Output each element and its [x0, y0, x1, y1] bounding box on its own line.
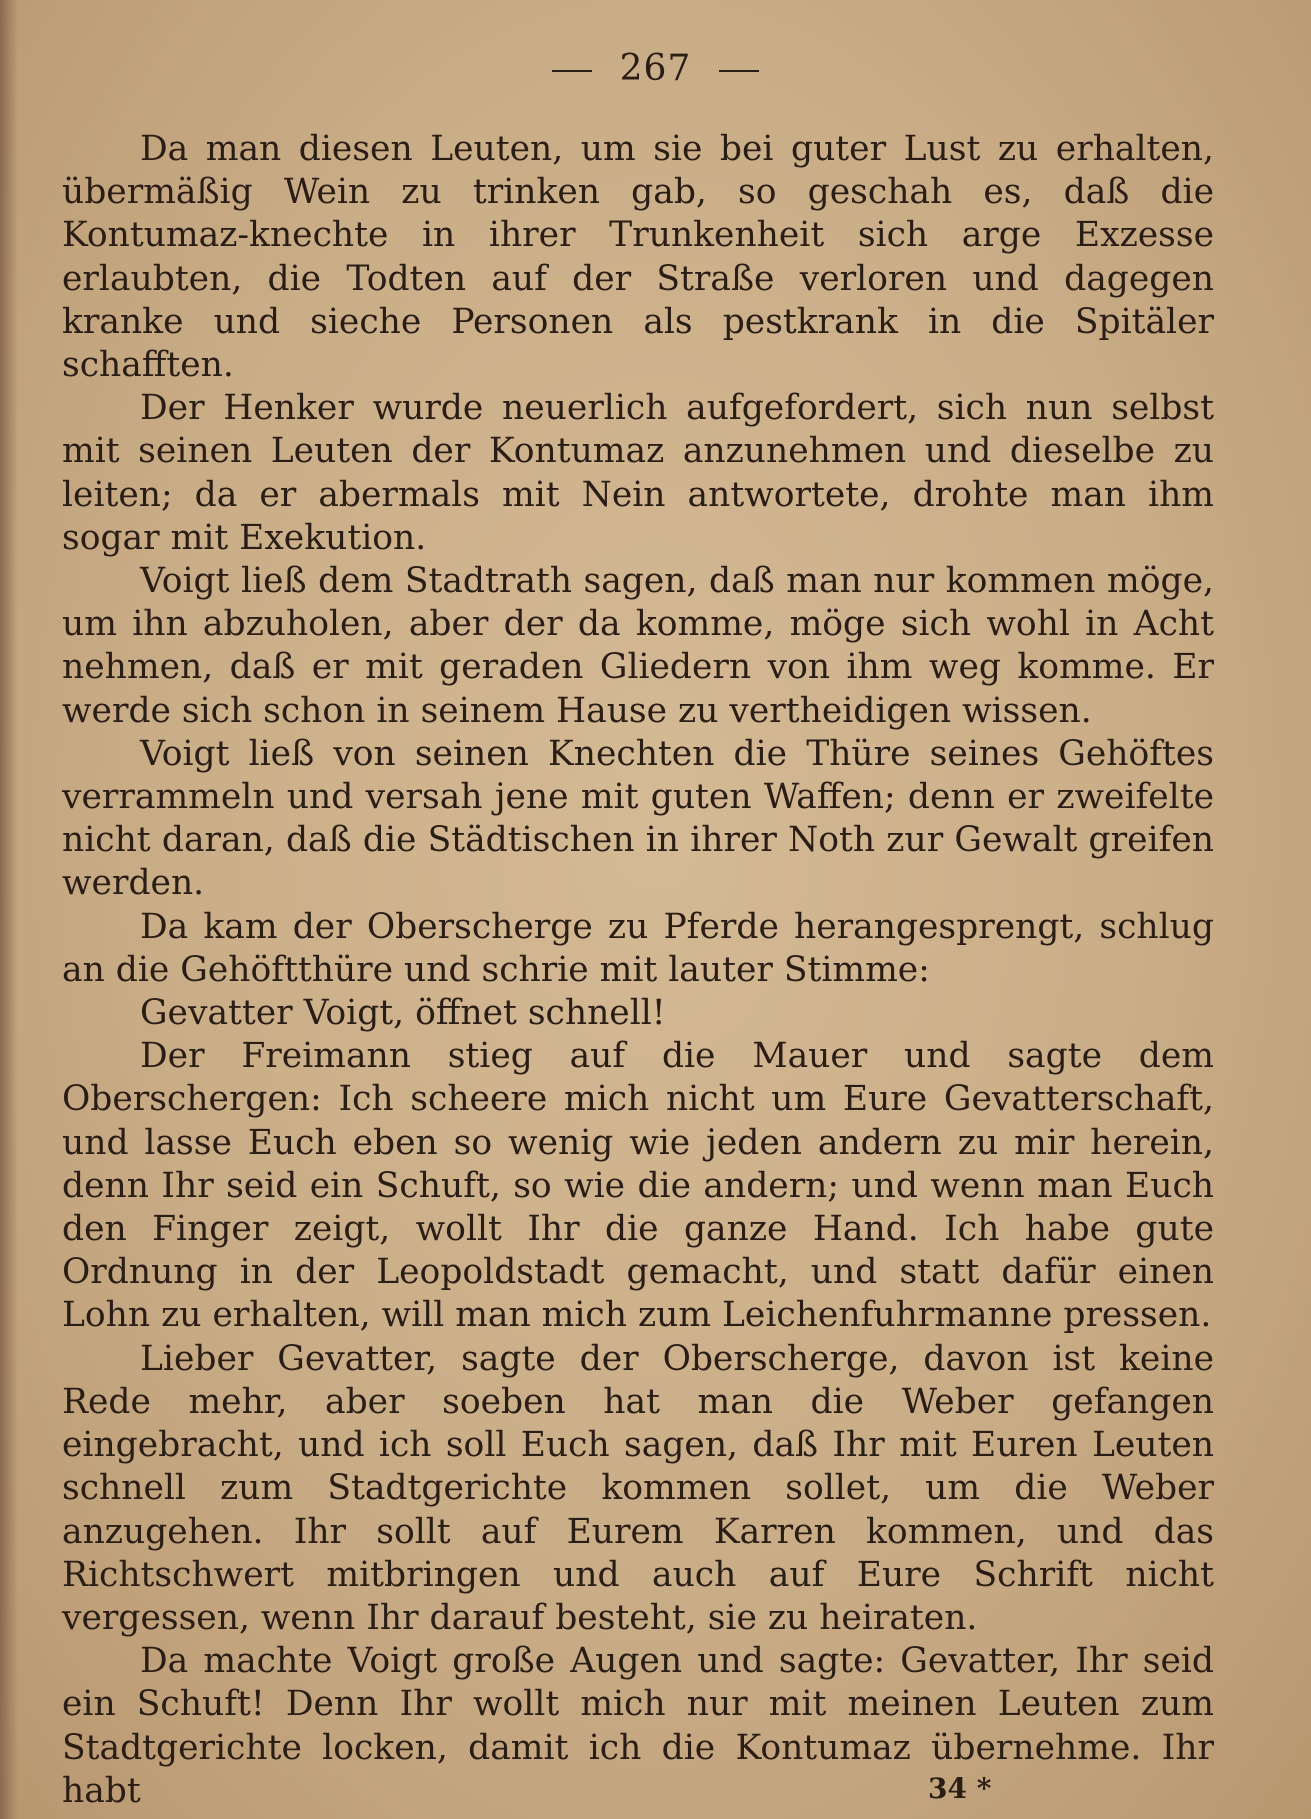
- paragraph: Der Henker wurde neuerlich aufgefordert, sich nun selbst mit seinen Leuten der Kontumaz anzunehmen und dieselbe zu leiten; da er abermals mit Nein antwortete, drohte man ihm sogar mit Exekution.: [62, 388, 1214, 558]
- paragraph: Da kam der Oberscherge zu Pferde herangesprengt, schlug an die Gehöftthüre und schrie mit lauter Stimme:: [62, 906, 1214, 990]
- page-header: [0, 48, 1311, 89]
- paragraph: Der Freimann stieg auf die Mauer und sagte dem Oberschergen: Ich scheere mich nicht um Eure Gevatterschaft, und lasse Euch eben so wenig wie jeden andern zu mir herein, denn Ihr seid ein Schuft, so wie die andern; und wenn man Euch den Finger zeigt, wollt Ihr die ganze Hand. Ich habe gute Ordnung in der Leopoldstadt gemacht, und statt dafür einen Lohn zu erhalten, will man mich zum Leichenfuhrmanne pressen.: [62, 1036, 1214, 1336]
- paragraph: Voigt ließ dem Stadtrath sagen, daß man nur kommen möge, um ihn abzuholen, aber der da komme, möge sich wohl in Acht nehmen, daß er mit geraden Gliedern von ihm weg komme. Er werde sich schon in seinem Hause zu vertheidigen wissen.: [62, 561, 1214, 731]
- paragraph: Lieber Gevatter, sagte der Oberscherge, davon ist keine Rede mehr, aber soeben hat man die Weber gefangen eingebracht, und ich soll Euch sagen, daß Ihr mit Euren Leuten schnell zum Stadtgerichte kommen sollet, um die Weber anzugehen. Ihr sollt auf Eurem Karren kommen, und das Richtschwert mitbringen und auch auf Eure Schrift nicht vergessen, wenn Ihr darauf besteht, sie zu heiraten.: [62, 1338, 1214, 1638]
- header-dash-left: [552, 70, 592, 72]
- body-text: [62, 128, 1214, 1813]
- page-edge-shadow: [0, 0, 18, 1819]
- signature-mark: 34 *: [928, 1772, 992, 1805]
- paragraph: Da machte Voigt große Augen und sagte: Gevatter, Ihr seid ein Schuft! Denn Ihr wollt mich nur mit meinen Leuten zum Stadtgerichte locken, damit ich die Kontumaz übernehme. Ihr habt: [62, 1641, 1214, 1811]
- page-number: 267: [619, 48, 692, 89]
- paragraph: Voigt ließ von seinen Knechten die Thüre seines Gehöftes verrammeln und versah jene mit guten Waffen; denn er zweifelte nicht daran, daß die Städtischen in ihrer Noth zur Gewalt greifen werden.: [62, 733, 1214, 904]
- paragraph: Gevatter Voigt, öffnet schnell!: [140, 993, 666, 1034]
- paragraph: Da man diesen Leuten, um sie bei guter Lust zu erhalten, übermäßig Wein zu trinken gab, so geschah es, daß die Kontumaz-knechte in ihrer Trunkenheit sich arge Exzesse erlaubten, die Todten auf der Straße verloren und dagegen kranke und sieche Personen als pestkrank in die Spitäler schafften.: [62, 129, 1214, 386]
- header-dash-right: [719, 70, 759, 72]
